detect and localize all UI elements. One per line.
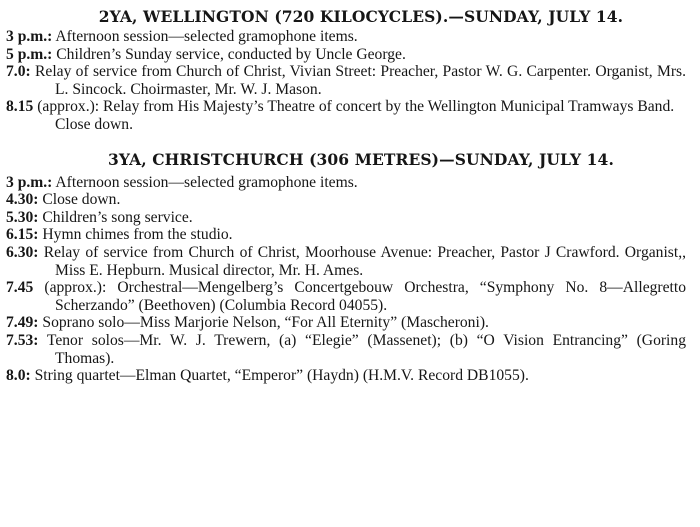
program-time: 6.30:: [6, 243, 39, 261]
program-text: String quartet—Elman Quartet, “Emperor” (Haydn) (H.M.V. Record DB1055).: [34, 367, 529, 385]
program-time: 8.15: [6, 98, 34, 116]
program-entry: [6, 314, 686, 332]
program-time: 7.49:: [6, 314, 39, 332]
program-entry: [6, 367, 686, 385]
program-time: 8.0:: [6, 367, 31, 385]
program-time: 7.45: [6, 279, 34, 297]
program-text: Afternoon session—selected gramophone items.: [55, 173, 358, 191]
program-time: 7.53:: [6, 331, 39, 349]
program-time: 3 p.m.:: [6, 28, 53, 45]
program-time: 3 p.m.:: [6, 173, 53, 191]
program-time: 6.15:: [6, 226, 39, 244]
program-text: Hymn chimes from the studio.: [42, 226, 233, 244]
program-entry: [6, 28, 686, 46]
program-entry: [6, 191, 686, 209]
program-text: Afternoon session—selected gramophone items.: [55, 28, 358, 45]
program-text: Tenor solos—Mr. W. J. Trewern, (a) “Elegie” (Massenet); (b) “O Vision Entrancing” (Goring Thomas).: [46, 331, 686, 367]
program-time: 5 p.m.:: [6, 45, 53, 63]
program-text: Children’s song service.: [42, 208, 193, 226]
program-text: Soprano solo—Miss Marjorie Nelson, “For All Eternity” (Mascheroni).: [42, 314, 489, 332]
program-text: Close down.: [42, 191, 121, 209]
section-heading-2ya: 2YA, WELLINGTON (720 KILOCYCLES).—SUNDAY, JULY 14.: [98, 7, 624, 26]
program-entry: [6, 279, 686, 314]
program-text: Children’s Sunday service, conducted by Uncle George.: [56, 45, 406, 63]
program-text: Relay of service from Church of Christ, Vivian Street: Preacher, Pastor W. G. Carpenter. Organist, Mrs. L. Sincock. Choirmaster, Mr. W. J. Mason.: [35, 63, 686, 98]
program-entry: [6, 174, 686, 192]
program-list-3ya: [6, 174, 686, 385]
program-time: 5.30:: [6, 208, 39, 226]
program-entry: [6, 332, 686, 367]
program-time: 4.30:: [6, 191, 39, 209]
program-entry: [6, 63, 686, 98]
program-list-2ya: [6, 28, 686, 134]
program-entry: [6, 209, 686, 227]
close-down-line: Close down.: [55, 115, 133, 133]
program-time: 7.0:: [6, 63, 31, 81]
program-entry: [6, 98, 686, 116]
program-entry: [6, 46, 686, 64]
program-text: (approx.): Relay from His Majesty’s Theatre of concert by the Wellington Municipal Tramways Band.: [37, 98, 675, 116]
program-text: Relay of service from Church of Christ, Moorhouse Avenue: Preacher, Pastor J Crawford. Organist,, Miss E. Hepburn. Musical director, Mr. H. Ames.: [43, 243, 686, 279]
program-text: (approx.): Orchestral—Mengelberg’s Concertgebouw Orchestra, “Symphony No. 8—Allegretto Scherzando” (Beethoven) (Columbia Record 04055).: [44, 279, 686, 314]
program-entry: [6, 244, 686, 279]
program-entry: [6, 226, 686, 244]
section-heading-3ya: 3YA, CHRISTCHURCH (306 METRES)—SUNDAY, JULY 14.: [108, 149, 614, 169]
